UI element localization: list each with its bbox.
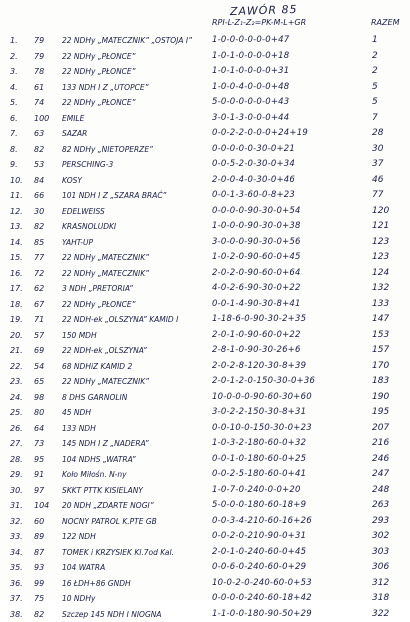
total-score: 123: [372, 250, 406, 266]
total-score: 183: [372, 374, 406, 390]
result-row: [0, 188, 410, 204]
total-score: 123: [372, 235, 406, 251]
result-row: [0, 266, 410, 282]
result-row: [0, 297, 410, 313]
results-list: [0, 33, 410, 622]
total-score: 132: [372, 281, 406, 297]
rank-number: 18.: [10, 297, 34, 313]
score-formula: 5-0-0-0-180-60-18+9: [212, 498, 367, 514]
score-formula: 0-0-6-0-240-60-0+29: [212, 560, 367, 576]
start-number: 57: [34, 328, 60, 344]
result-row: [0, 591, 410, 607]
result-row: [0, 498, 410, 514]
start-number: 82: [34, 219, 60, 235]
score-formula: 0-0-2-0-210-90-0+31: [212, 529, 367, 545]
score-formula: 0-0-1-4-90-30-8+41: [212, 297, 367, 313]
start-number: 82: [34, 607, 60, 622]
result-row: [0, 374, 410, 390]
start-number: 91: [34, 467, 60, 483]
total-score: 190: [372, 390, 406, 406]
result-row: [0, 49, 410, 65]
team-name: EMILE: [62, 111, 210, 127]
total-score: 121: [372, 219, 406, 235]
result-row: [0, 142, 410, 158]
rank-number: 37.: [10, 591, 34, 607]
score-formula: 10-0-0-0-90-60-30+60: [212, 390, 367, 406]
team-name: 8 DHS GARNOLIN: [62, 390, 210, 406]
total-score: 1: [372, 33, 406, 49]
start-number: 60: [34, 514, 60, 530]
result-row: [0, 467, 410, 483]
total-score: 263: [372, 498, 406, 514]
result-row: [0, 545, 410, 561]
start-number: 85: [34, 235, 60, 251]
rank-number: 13.: [10, 219, 34, 235]
score-formula: 0-0-2-2-0-0-0+24+19: [212, 126, 367, 142]
rank-number: 23.: [10, 374, 34, 390]
result-row: [0, 95, 410, 111]
rank-number: 31.: [10, 498, 34, 514]
rank-number: 30.: [10, 483, 34, 499]
start-number: 53: [34, 157, 60, 173]
start-number: 73: [34, 436, 60, 452]
start-number: 62: [34, 281, 60, 297]
team-name: 22 NDHy „PŁONCE”: [62, 49, 210, 65]
score-formula: 0-0-1-3-60-0-8+23: [212, 188, 367, 204]
team-name: 45 NDH: [62, 405, 210, 421]
rank-number: 1.: [10, 33, 34, 49]
score-formula: 2-0-2-0-90-60-0+64: [212, 266, 367, 282]
score-formula: 0-0-0-0-0-30-0+21: [212, 142, 367, 158]
rank-number: 4.: [10, 80, 34, 96]
team-name: 22 NDHy „PŁONCE”: [62, 297, 210, 313]
rank-number: 11.: [10, 188, 34, 204]
start-number: 100: [34, 111, 60, 127]
result-row: [0, 312, 410, 328]
total-score: 37: [372, 157, 406, 173]
rank-number: 20.: [10, 328, 34, 344]
team-name: TOMEK i KRZYSIEK Kl.7od Kal.: [62, 545, 210, 561]
score-formula: 0-0-3-4-210-60-16+26: [212, 514, 367, 530]
total-score: 303: [372, 545, 406, 561]
team-name: YAHT-UP: [62, 235, 210, 251]
rank-number: 9.: [10, 157, 34, 173]
start-number: 61: [34, 80, 60, 96]
total-score: 5: [372, 80, 406, 96]
team-name: 22 NDHy „MATECZNIK”: [62, 266, 210, 282]
rank-number: 33.: [10, 529, 34, 545]
total-score: 5: [372, 95, 406, 111]
team-name: 101 NDH I Z „SZARA BRAĆ”: [62, 188, 210, 204]
team-name: 3 NDH „PRETORIA”: [62, 281, 210, 297]
score-formula: 1-0-0-0-0-0-0+47: [212, 33, 367, 49]
rank-number: 29.: [10, 467, 34, 483]
start-number: 63: [34, 126, 60, 142]
team-name: 104 WATRA: [62, 560, 210, 576]
team-name: Koło Miłośn. N-ny: [62, 467, 210, 483]
result-row: [0, 157, 410, 173]
total-score: 147: [372, 312, 406, 328]
start-number: 66: [34, 188, 60, 204]
team-name: NOCNY PATROL K.PTE GB: [62, 514, 210, 530]
team-name: 22 NDHy „PŁONCE”: [62, 64, 210, 80]
rank-number: 15.: [10, 250, 34, 266]
team-name: 22 NDHy „MATECZNIK”: [62, 250, 210, 266]
rank-number: 27.: [10, 436, 34, 452]
result-row: [0, 576, 410, 592]
score-formula: 0-0-0-0-240-60-18+42: [212, 591, 367, 607]
start-number: 54: [34, 359, 60, 375]
start-number: 97: [34, 483, 60, 499]
total-score: 133: [372, 297, 406, 313]
rank-number: 3.: [10, 64, 34, 80]
result-row: [0, 529, 410, 545]
result-row: [0, 328, 410, 344]
score-formula: 2-0-1-0-90-60-0+22: [212, 328, 367, 344]
score-formula: 1-1-0-0-180-90-50+29: [212, 607, 367, 622]
total-score: 153: [372, 328, 406, 344]
team-name: 22 NDHy „MATECZNIK” „OSTOJA I”: [62, 33, 210, 49]
rank-number: 38.: [10, 607, 34, 622]
score-formula: 1-0-0-0-90-30-0+38: [212, 219, 367, 235]
total-column-header: RAZEM: [371, 18, 399, 27]
team-name: 82 NDHy „NIETOPERZE”: [62, 142, 210, 158]
start-number: 75: [34, 591, 60, 607]
score-formula: 1-0-0-4-0-0-0+48: [212, 80, 367, 96]
rank-number: 10.: [10, 173, 34, 189]
team-name: 145 NDH I Z „NADERA”: [62, 436, 210, 452]
rank-number: 17.: [10, 281, 34, 297]
rank-number: 35.: [10, 560, 34, 576]
team-name: 22 NDHy „MATECZNIK”: [62, 374, 210, 390]
start-number: 82: [34, 142, 60, 158]
result-row: [0, 126, 410, 142]
total-score: 247: [372, 467, 406, 483]
result-row: [0, 281, 410, 297]
result-row: [0, 483, 410, 499]
result-row: [0, 80, 410, 96]
score-formula: 1-0-7-0-240-0-0+20: [212, 483, 367, 499]
team-name: 22 NDH-ek „OLSZYNA”: [62, 343, 210, 359]
formula-column-header: RPI-L-Z₁-Z₂=PK-M-L+GR: [212, 18, 306, 27]
rank-number: 25.: [10, 405, 34, 421]
team-name: 20 NDH „ZDARTE NOGI”: [62, 498, 210, 514]
total-score: 30: [372, 142, 406, 158]
team-name: 150 MDH: [62, 328, 210, 344]
start-number: 95: [34, 452, 60, 468]
result-row: [0, 436, 410, 452]
total-score: 28: [372, 126, 406, 142]
score-formula: 0-0-2-5-180-60-0+41: [212, 467, 367, 483]
rank-number: 12.: [10, 204, 34, 220]
total-score: 2: [372, 49, 406, 65]
total-score: 293: [372, 514, 406, 530]
score-formula: 10-0-2-0-240-60-0+53: [212, 576, 367, 592]
score-formula: 1-0-3-2-180-60-0+32: [212, 436, 367, 452]
result-row: [0, 359, 410, 375]
total-score: 248: [372, 483, 406, 499]
total-score: 157: [372, 343, 406, 359]
result-row: [0, 250, 410, 266]
rank-number: 22.: [10, 359, 34, 375]
score-formula: 4-0-2-6-90-30-0+22: [212, 281, 367, 297]
score-formula: 1-18-6-0-90-30-2+35: [212, 312, 367, 328]
score-formula: 2-0-1-2-0-150-30-0+36: [212, 374, 367, 390]
start-number: 30: [34, 204, 60, 220]
start-number: 67: [34, 297, 60, 313]
result-row: [0, 452, 410, 468]
score-formula: 2-0-2-8-120-30-8+39: [212, 359, 367, 375]
result-row: [0, 219, 410, 235]
total-score: 120: [372, 204, 406, 220]
start-number: 99: [34, 576, 60, 592]
score-formula: 0-0-1-0-180-60-0+25: [212, 452, 367, 468]
total-score: 2: [372, 64, 406, 80]
score-formula: 3-0-2-2-150-30-8+31: [212, 405, 367, 421]
rank-number: 5.: [10, 95, 34, 111]
result-row: [0, 64, 410, 80]
total-score: 195: [372, 405, 406, 421]
result-row: [0, 33, 410, 49]
total-score: 7: [372, 111, 406, 127]
start-number: 78: [34, 64, 60, 80]
total-score: 312: [372, 576, 406, 592]
rank-number: 2.: [10, 49, 34, 65]
result-row: [0, 560, 410, 576]
score-formula: 1-0-2-0-90-60-0+45: [212, 250, 367, 266]
result-row: [0, 421, 410, 437]
start-number: 64: [34, 421, 60, 437]
start-number: 87: [34, 545, 60, 561]
team-name: KOSY: [62, 173, 210, 189]
start-number: 74: [34, 95, 60, 111]
start-number: 104: [34, 498, 60, 514]
score-formula: 1-0-1-0-0-0-0+18: [212, 49, 367, 65]
team-name: 122 NDH: [62, 529, 210, 545]
rank-number: 16.: [10, 266, 34, 282]
total-score: 216: [372, 436, 406, 452]
start-number: 71: [34, 312, 60, 328]
team-name: 133 NDH I Z „UTOPCE”: [62, 80, 210, 96]
total-score: 77: [372, 188, 406, 204]
result-row: [0, 390, 410, 406]
result-row: [0, 405, 410, 421]
total-score: 124: [372, 266, 406, 282]
team-name: PERSCHING-3: [62, 157, 210, 173]
result-row: [0, 173, 410, 189]
team-name: 10 NDHy: [62, 591, 210, 607]
start-number: 79: [34, 49, 60, 65]
rank-number: 14.: [10, 235, 34, 251]
team-name: 68 NDHiZ KAMID 2: [62, 359, 210, 375]
start-number: 72: [34, 266, 60, 282]
page-title: ZAWÓR 85: [230, 3, 298, 18]
score-formula: 2-8-1-0-90-30-26+6: [212, 343, 367, 359]
team-name: Szczep 145 NDH I NIOGNA: [62, 607, 210, 622]
start-number: 80: [34, 405, 60, 421]
rank-number: 36.: [10, 576, 34, 592]
score-formula: 2-0-0-4-0-30-0+46: [212, 173, 367, 189]
total-score: 302: [372, 529, 406, 545]
team-name: SAZAR: [62, 126, 210, 142]
total-score: 322: [372, 607, 406, 622]
score-formula: 1-0-1-0-0-0-0+31: [212, 64, 367, 80]
start-number: 89: [34, 529, 60, 545]
total-score: 246: [372, 452, 406, 468]
rank-number: 21.: [10, 343, 34, 359]
rank-number: 26.: [10, 421, 34, 437]
rank-number: 7.: [10, 126, 34, 142]
total-score: 170: [372, 359, 406, 375]
rank-number: 34.: [10, 545, 34, 561]
team-name: SKKT PTTK KISIELANY: [62, 483, 210, 499]
team-name: EDELWEISS: [62, 204, 210, 220]
score-formula: 5-0-0-0-0-0-0+43: [212, 95, 367, 111]
start-number: 84: [34, 173, 60, 189]
result-row: [0, 235, 410, 251]
score-formula: 3-0-0-0-90-30-0+56: [212, 235, 367, 251]
rank-number: 28.: [10, 452, 34, 468]
team-name: KRASNOLUDKI: [62, 219, 210, 235]
rank-number: 8.: [10, 142, 34, 158]
rank-number: 32.: [10, 514, 34, 530]
result-row: [0, 514, 410, 530]
score-formula: 0-0-5-2-0-30-0+34: [212, 157, 367, 173]
team-name: 22 NDH-ek „OLSZYNA” KAMID I: [62, 312, 210, 328]
score-formula: 0-0-10-0-150-30-0+23: [212, 421, 367, 437]
rank-number: 6.: [10, 111, 34, 127]
start-number: 69: [34, 343, 60, 359]
team-name: 104 NDHS „WATRA”: [62, 452, 210, 468]
total-score: 207: [372, 421, 406, 437]
team-name: 16 ŁDH+86 GNDH: [62, 576, 210, 592]
total-score: 318: [372, 591, 406, 607]
start-number: 93: [34, 560, 60, 576]
team-name: 133 NDH: [62, 421, 210, 437]
rank-number: 19.: [10, 312, 34, 328]
result-row: [0, 111, 410, 127]
rank-number: 24.: [10, 390, 34, 406]
start-number: 79: [34, 33, 60, 49]
score-formula: 3-0-1-3-0-0-0+44: [212, 111, 367, 127]
team-name: 22 NDHy „PŁONCE”: [62, 95, 210, 111]
start-number: 65: [34, 374, 60, 390]
total-score: 46: [372, 173, 406, 189]
result-row: [0, 204, 410, 220]
start-number: 98: [34, 390, 60, 406]
score-formula: 2-0-1-0-240-60-0+45: [212, 545, 367, 561]
result-row: [0, 343, 410, 359]
start-number: 77: [34, 250, 60, 266]
total-score: 306: [372, 560, 406, 576]
result-row: [0, 607, 410, 622]
score-formula: 0-0-0-0-90-30-0+54: [212, 204, 367, 220]
